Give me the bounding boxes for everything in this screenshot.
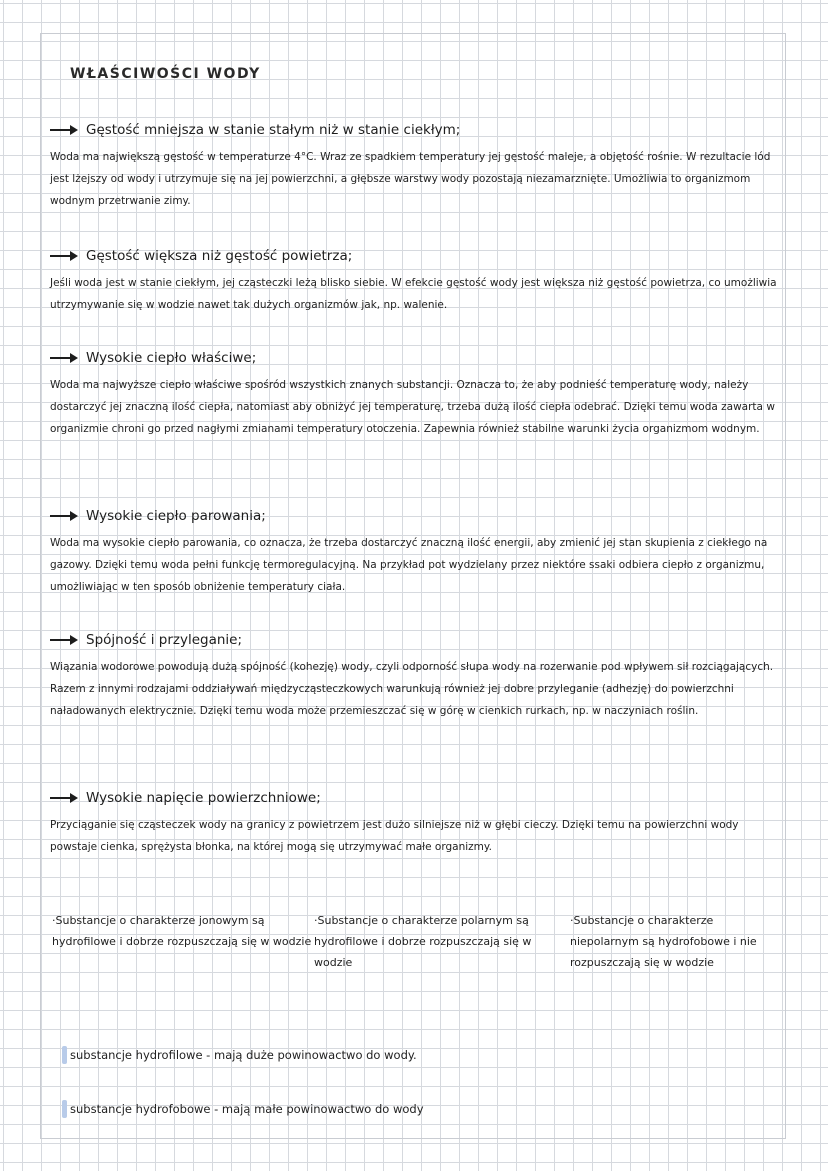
arrow-right-icon (50, 635, 80, 645)
section-body: Przyciąganie się cząsteczek wody na granicy z powietrzem jest dużo silniejsze niż w głębi cieczy. Dzięki temu na powierzchni wody powstaje cienka, sprężysta błonka, na której mogą się utrzymywać małe organizmy. (50, 819, 739, 853)
section-heading (50, 504, 790, 528)
arrow-right-icon (50, 251, 80, 261)
section-heading (50, 628, 790, 652)
arrow-right-icon (50, 511, 80, 521)
page-title: WŁAŚCIWOŚCI WODY (70, 66, 261, 82)
section-specific-heat (50, 346, 790, 440)
section-heading-text: Wysokie napięcie powierzchniowe; (86, 790, 321, 806)
substance-groups (52, 910, 792, 973)
section-density-solid (50, 118, 790, 212)
section-heat-of-vaporization (50, 504, 790, 598)
definition-hydrophobic: substancje hydrofobowe - mają małe powinowactwo do wody (62, 1098, 424, 1120)
section-body: Woda ma najwyższe ciepło właściwe spośród wszystkich znanych substancji. Oznacza to, że aby podnieść temperaturę wody, należy dostarczyć jej znaczną ilość ciepła, natomiast aby obniżyć jej temperaturę, trzeba dużą ilość ciepła odebrać. Dzięki temu woda zawarta w organizmie chroni go przed nagłymi zmianami temperatury otoczenia. Zapewnia również stabilne warunki życia organizmom wodnym. (50, 379, 775, 435)
arrow-right-icon (50, 353, 80, 363)
section-heading (50, 244, 790, 268)
section-body: Woda ma największą gęstość w temperaturze 4°C. Wraz ze spadkiem temperatury jej gęstość maleje, a objętość rośnie. W rezultacie lód jest lżejszy od wody i utrzymuje się na jej powierzchni, a głębsze warstwy wody pozostają niezamarznięte. Umożliwia to organizmom wodnym przetrwanie zimy. (50, 151, 771, 207)
section-body: Woda ma wysokie ciepło parowania, co oznacza, że trzeba dostarczyć znaczną ilość energii, aby zmienić jej stan skupienia z ciekłego na gazowy. Dzięki temu woda pełni funkcję termoregulacyjną. Na przykład pot wydzielany przez niektóre ssaki odbiera ciepło z organizmu, umożliwiając w ten sposób obniżenie temperatury ciała. (50, 537, 768, 593)
section-heading (50, 118, 790, 142)
arrow-right-icon (50, 793, 80, 803)
section-cohesion-adhesion (50, 628, 790, 722)
section-body: Jeśli woda jest w stanie ciekłym, jej cząsteczki leżą blisko siebie. W efekcie gęstość wody jest większa niż gęstość powietrza, co umożliwia utrzymywanie się w wodzie nawet tak dużych organizmów jak, np. walenie. (50, 277, 777, 311)
section-heading-text: Wysokie ciepło parowania; (86, 508, 266, 524)
group-nonpolar: ·Substancje o charakterze niepolarnym są hydrofobowe i nie rozpuszczają się w wodzie (570, 914, 757, 969)
definition-hydrophilic: substancje hydrofilowe - mają duże powinowactwo do wody. (62, 1044, 417, 1066)
section-density-air (50, 244, 790, 316)
section-heading-text: Spójność i przyleganie; (86, 632, 243, 648)
section-surface-tension (50, 786, 790, 858)
arrow-right-icon (50, 125, 80, 135)
group-ionic: ·Substancje o charakterze jonowym są hydrofilowe i dobrze rozpuszczają się w wodzie (52, 914, 312, 948)
section-body: Wiązania wodorowe powodują dużą spójność (kohezję) wody, czyli odporność słupa wody na rozerwanie pod wpływem sił rozciągających. Razem z innymi rodzajami oddziaływań międzycząsteczkowych warunkują również jej dobre przyleganie (adhezję) do powierzchni naładowanych elektrycznie. Dzięki temu woda może przemieszczać się w górę w cienkich rurkach, np. w naczyniach roślin. (50, 661, 774, 717)
section-heading (50, 786, 790, 810)
group-polar: ·Substancje o charakterze polarnym są hydrofilowe i dobrze rozpuszczają się w wodzie (314, 914, 532, 969)
section-heading-text: Gęstość mniejsza w stanie stałym niż w stanie ciekłym; (86, 122, 461, 138)
section-heading-text: Gęstość większa niż gęstość powietrza; (86, 248, 353, 264)
section-heading (50, 346, 790, 370)
section-heading-text: Wysokie ciepło właściwe; (86, 350, 257, 366)
